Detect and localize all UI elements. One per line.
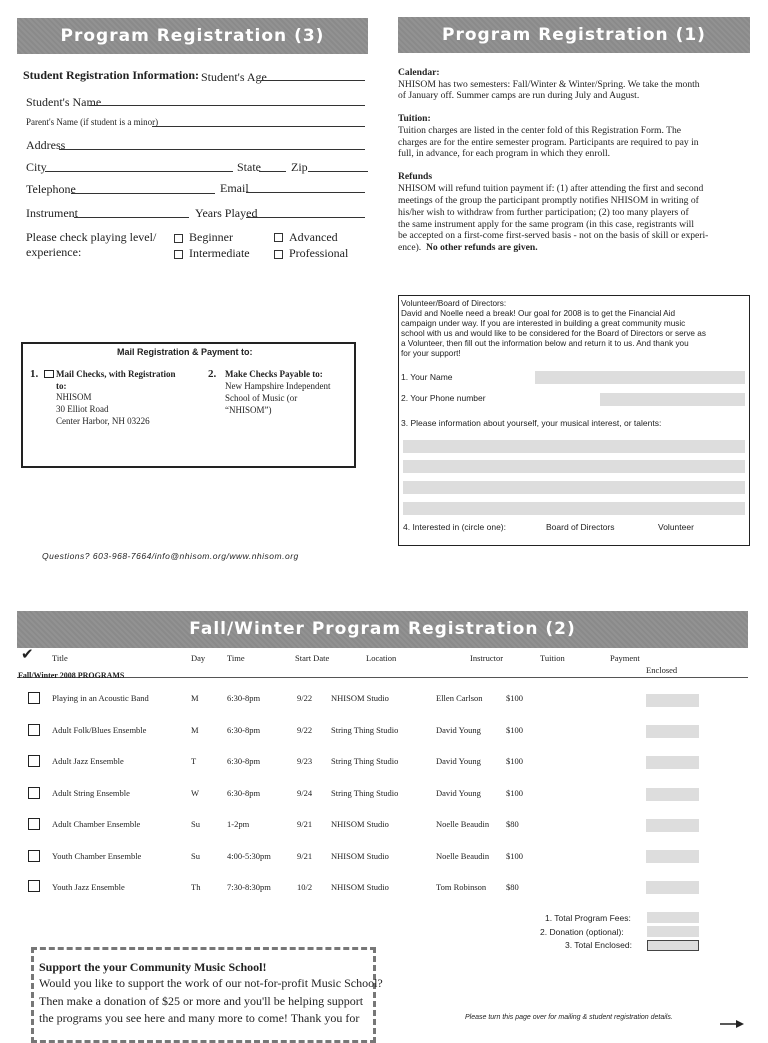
advanced-label: Advanced — [289, 230, 338, 244]
address-field[interactable] — [59, 149, 365, 150]
email-field[interactable] — [246, 192, 365, 193]
volunteer-line-5: a Volunteer, then fill out the information below and return it to us. And thank you — [401, 339, 689, 348]
instrument-field[interactable] — [74, 217, 189, 218]
program-location: NHISOM Studio — [331, 819, 389, 829]
program-instructor: Ellen Carlson — [436, 693, 483, 703]
section-title: Fall/Winter 2008 PROGRAMS — [18, 671, 125, 680]
age-field[interactable] — [261, 80, 365, 81]
header-payment: Payment — [610, 653, 640, 663]
program-time: 6:30-8pm — [227, 756, 261, 766]
calendar-line-2: of January off. Summer camps are run during July and August. — [398, 90, 640, 101]
tuition-line-2: charges are for the entire semester program. Participants are required to pay in — [398, 137, 699, 148]
donation-field[interactable] — [647, 926, 699, 937]
program-location: String Thing Studio — [331, 788, 399, 798]
option-board[interactable]: Board of Directors — [546, 522, 615, 532]
program-tuition: $100 — [506, 851, 523, 861]
program-checkbox[interactable] — [28, 692, 40, 704]
program-checkbox[interactable] — [28, 787, 40, 799]
program-tuition: $80 — [506, 882, 519, 892]
check-column-icon: ✔ — [21, 645, 34, 663]
state-label: State — [237, 160, 261, 174]
volunteer-line-6: for your support! — [401, 349, 461, 358]
program-day: M — [191, 693, 199, 703]
header-title: Title — [52, 653, 68, 663]
program-location: NHISOM Studio — [331, 851, 389, 861]
volunteer-info-field-3[interactable] — [403, 481, 745, 494]
payment-field[interactable] — [646, 725, 699, 738]
volunteer-line-4: school with us and would like to be considered for the Board of Directors or serve as — [401, 329, 706, 338]
calendar-line-1: NHISOM has two semesters: Fall/Winter & Winter/Spring. We take the month — [398, 79, 700, 90]
advanced-checkbox[interactable] — [274, 233, 283, 242]
program-time: 4:00-5:30pm — [227, 851, 271, 861]
mail-step1-number: 1. — [30, 368, 39, 380]
volunteer-info-field-1[interactable] — [403, 440, 745, 453]
age-label: Student's Age — [201, 70, 267, 84]
state-field[interactable] — [259, 171, 286, 172]
program-time: 7:30-8:30pm — [227, 882, 271, 892]
header-tuition: Tuition — [540, 653, 565, 663]
program-start: 9/23 — [297, 756, 313, 766]
telephone-label: Telephone — [26, 182, 76, 196]
program-instructor: Noelle Beaudin — [436, 851, 490, 861]
total-enclosed-label: 3. Total Enclosed: — [565, 940, 632, 950]
program-start: 9/21 — [297, 819, 313, 829]
payment-field[interactable] — [646, 694, 699, 707]
program-location: String Thing Studio — [331, 725, 399, 735]
program-day: Su — [191, 851, 200, 861]
total-fees-field[interactable] — [647, 912, 699, 923]
mail-step2-number: 2. — [208, 368, 217, 380]
intermediate-label: Intermediate — [189, 246, 250, 260]
program-tuition: $100 — [506, 788, 523, 798]
parent-name-field[interactable] — [152, 126, 365, 127]
student-name-label: Student's Name — [26, 95, 102, 109]
program-tuition: $100 — [506, 756, 523, 766]
volunteer-line-3: campaign under way. If you are interested in building a great community music — [401, 319, 686, 328]
questions-contact: Questions? 603-968-7664/info@nhisom.org/www.nhisom.org — [42, 551, 299, 561]
arrow-right-icon — [720, 1015, 744, 1033]
no-refunds-note: No other refunds are given. — [425, 242, 538, 253]
support-title: Support the your Community Music School! — [39, 960, 267, 974]
volunteer-line-1: Volunteer/Board of Directors: — [401, 299, 507, 308]
volunteer-name-field[interactable] — [535, 371, 745, 384]
program-start: 9/21 — [297, 851, 313, 861]
city-label: City — [26, 160, 47, 174]
tuition-line-3: full, in advance, for each program in which they enroll. — [398, 148, 611, 159]
years-played-field[interactable] — [246, 217, 365, 218]
volunteer-phone-field[interactable] — [600, 393, 745, 406]
payable-line-3: “NHISOM”) — [225, 405, 272, 415]
header-enclosed: Enclosed — [646, 665, 678, 675]
mail-step2-title: Make Checks Payable to: — [225, 369, 323, 379]
option-volunteer[interactable]: Volunteer — [658, 522, 694, 532]
refunds-line-3: his/her wish to withdraw from further participation; (2) too many players of — [398, 207, 689, 218]
turn-page-note: Please turn this page over for mailing & student registration details. — [465, 1014, 673, 1021]
parent-name-label: Parent's Name (if student is a minor) — [26, 117, 159, 127]
support-line-1: Would you like to support the work of our not-for-profit Music School? — [39, 976, 383, 990]
support-line-2: Then make a donation of $25 or more and you'll be helping support — [39, 994, 364, 1008]
support-line-3: the programs you see here and many more to come! Thank you for — [39, 1011, 360, 1025]
program-title: Adult Folk/Blues Ensemble — [52, 725, 147, 735]
program-title: Adult Jazz Ensemble — [52, 756, 124, 766]
program-location: NHISOM Studio — [331, 882, 389, 892]
professional-checkbox[interactable] — [274, 250, 283, 259]
zip-label: Zip — [291, 160, 308, 174]
mail-address-2: 30 Elliot Road — [56, 404, 109, 414]
program-day: T — [191, 756, 197, 766]
telephone-field[interactable] — [71, 193, 215, 194]
program-time: 6:30-8pm — [227, 725, 261, 735]
total-fees-label: 1. Total Program Fees: — [545, 913, 631, 923]
payment-field[interactable] — [646, 788, 699, 801]
payment-field[interactable] — [646, 881, 699, 894]
program-checkbox[interactable] — [28, 850, 40, 862]
program-start: 10/2 — [297, 882, 313, 892]
program-tuition: $100 — [506, 693, 523, 703]
volunteer-q4: 4. Interested in (circle one): — [403, 522, 506, 532]
zip-field[interactable] — [308, 171, 368, 172]
program-instructor: David Young — [436, 756, 481, 766]
city-field[interactable] — [45, 171, 233, 172]
program-location: String Thing Studio — [331, 756, 399, 766]
program-start: 9/24 — [297, 788, 313, 798]
program-day: Th — [191, 882, 201, 892]
refunds-last: ence). — [398, 242, 422, 253]
program-checkbox[interactable] — [28, 880, 40, 892]
mail-box-title: Mail Registration & Payment to: — [117, 347, 253, 357]
intermediate-checkbox[interactable] — [174, 250, 183, 259]
mail-envelope-icon — [44, 370, 54, 378]
mail-step1-title: Mail Checks, with Registration — [56, 369, 176, 379]
program-start: 9/22 — [297, 693, 313, 703]
mail-address-1: NHISOM — [56, 392, 92, 402]
beginner-checkbox[interactable] — [174, 234, 183, 243]
header-time: Time — [227, 653, 245, 663]
refunds-line-1: NHISOM will refund tuition payment if: (1) after attending the first and second — [398, 183, 704, 194]
payable-line-2: School of Music (or — [225, 393, 298, 403]
level-label-2: experience: — [26, 245, 82, 259]
program-instructor: David Young — [436, 788, 481, 798]
total-enclosed-field[interactable] — [647, 940, 699, 951]
program-instructor: David Young — [436, 725, 481, 735]
refunds-line-6 — [398, 242, 538, 253]
payment-field[interactable] — [646, 850, 699, 863]
panel1-banner: Program Registration (1) — [398, 17, 750, 53]
address-label: Address — [26, 138, 66, 152]
panel2-banner: Fall/Winter Program Registration (2) — [17, 611, 748, 648]
years-played-label: Years Played — [195, 206, 258, 220]
tuition-line-1: Tuition charges are listed in the center fold of this Registration Form. The — [398, 125, 682, 136]
header-start: Start Date — [295, 653, 330, 663]
program-day: M — [191, 725, 199, 735]
payment-field[interactable] — [646, 819, 699, 832]
tuition-heading: Tuition: — [398, 113, 431, 124]
email-label: Email — [220, 181, 249, 195]
header-location: Location — [366, 653, 397, 663]
header-day: Day — [191, 653, 206, 663]
volunteer-q2: 2. Your Phone number — [401, 393, 486, 403]
program-day: Su — [191, 819, 200, 829]
program-start: 9/22 — [297, 725, 313, 735]
volunteer-info-field-2[interactable] — [403, 460, 745, 473]
program-day: W — [191, 788, 200, 798]
program-checkbox[interactable] — [28, 818, 40, 830]
beginner-label: Beginner — [189, 230, 233, 244]
calendar-heading: Calendar: — [398, 67, 440, 78]
level-label: Please check playing level/ — [26, 230, 157, 244]
volunteer-info-field-4[interactable] — [403, 502, 745, 515]
panel3-banner: Program Registration (3) — [17, 18, 368, 54]
payable-line-1: New Hampshire Independent — [225, 381, 331, 391]
program-tuition: $80 — [506, 819, 519, 829]
program-time: 6:30-8pm — [227, 788, 261, 798]
volunteer-q3: 3. Please information about yourself, your musical interest, or talents: — [401, 418, 662, 428]
program-time: 1-2pm — [227, 819, 250, 829]
program-checkbox[interactable] — [28, 755, 40, 767]
mail-step1-to: to: — [56, 381, 67, 391]
program-instructor: Noelle Beaudin — [436, 819, 490, 829]
student-name-field[interactable] — [89, 105, 365, 106]
mail-address-3: Center Harbor, NH 03226 — [56, 416, 150, 426]
header-rule — [17, 677, 748, 678]
volunteer-q1: 1. Your Name — [401, 372, 453, 382]
student-info-heading: Student Registration Information: — [23, 68, 199, 82]
program-title: Youth Chamber Ensemble — [52, 851, 142, 861]
program-checkbox[interactable] — [28, 724, 40, 736]
professional-label: Professional — [289, 246, 349, 260]
volunteer-line-2: David and Noelle need a break! Our goal for 2008 is to get the Financial Aid — [401, 309, 675, 318]
header-instructor: Instructor — [470, 653, 504, 663]
donation-label: 2. Donation (optional): — [540, 927, 624, 937]
program-title: Adult Chamber Ensemble — [52, 819, 141, 829]
refunds-line-2: meetings of the group the participant promptly notifies NHISOM in writing of — [398, 195, 699, 206]
program-title: Youth Jazz Ensemble — [52, 882, 125, 892]
refunds-heading: Refunds — [398, 171, 433, 182]
program-location: NHISOM Studio — [331, 693, 389, 703]
program-tuition: $100 — [506, 725, 523, 735]
program-title: Playing in an Acoustic Band — [52, 693, 149, 703]
refunds-line-5: be accepted on a first-come first-served basis - not on the basis of skill or experi- — [398, 230, 709, 241]
program-time: 6:30-8pm — [227, 693, 261, 703]
refunds-line-4: the same instrument apply for the same program (in this case, registrants will — [398, 219, 694, 230]
program-instructor: Tom Robinson — [436, 882, 487, 892]
instrument-label: Instrument — [26, 206, 78, 220]
payment-field[interactable] — [646, 756, 699, 769]
program-title: Adult String Ensemble — [52, 788, 130, 798]
